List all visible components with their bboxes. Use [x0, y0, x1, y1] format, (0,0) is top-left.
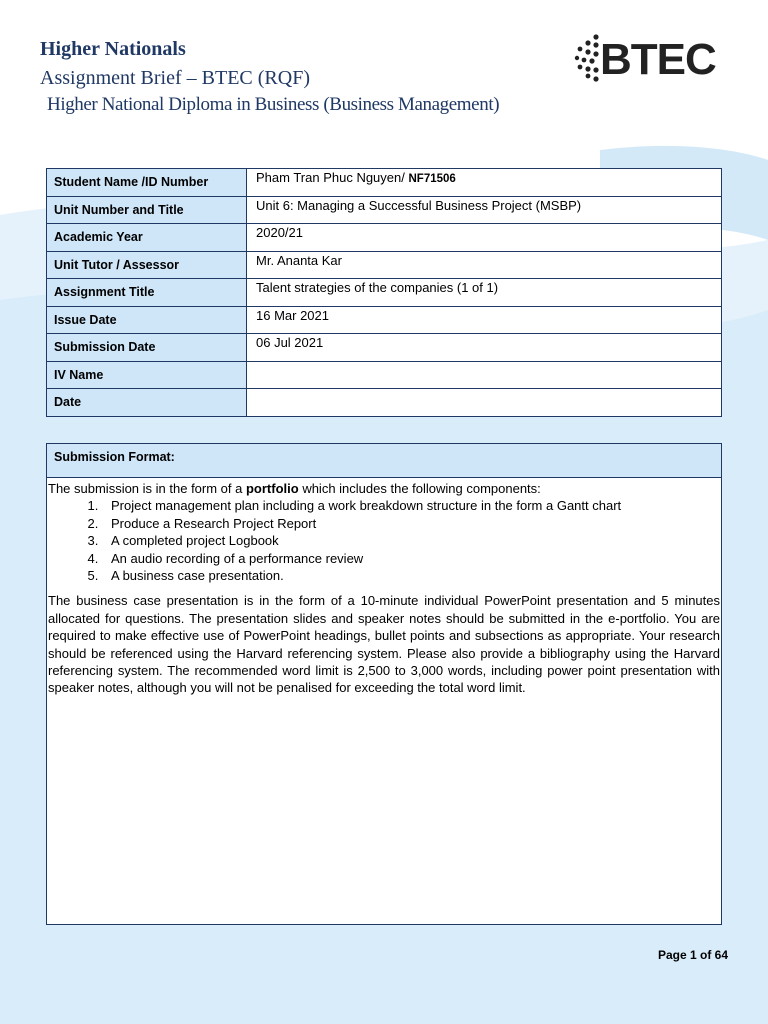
portfolio-emphasis: portfolio: [245, 481, 299, 496]
header-subtitle: Assignment Brief – BTEC (RQF): [40, 67, 310, 89]
info-value: Talent strategies of the companies (1 of 1): [247, 279, 722, 307]
info-row: [47, 196, 722, 224]
header-diploma: Higher National Diploma in Business (Business Management): [47, 94, 500, 115]
info-value: 06 Jul 2021: [247, 334, 722, 362]
info-label: Date: [47, 389, 247, 417]
submission-paragraph: The business case presentation is in the form of a 10-minute individual PowerPoint presentation and 5 minutes allocated for questions. The presentation slides and speaker notes should be submitted in the e-portfolio. You are required to make effective use of PowerPoint headings, bullet points and subsections as appropriate. Your research should be referenced using the Harvard referencing system. Please also provide a bibliography using the Harvard referencing system. The recommended word limit is 2,500 to 3,000 words, including power point presentation with speaker notes, although you will not be penalised for exceeding the total word limit.: [48, 593, 720, 696]
info-label: Issue Date: [47, 306, 247, 334]
info-row: [47, 306, 722, 334]
info-label: Academic Year: [47, 224, 247, 252]
submission-format-box: [46, 443, 722, 925]
info-label: Student Name /ID Number: [47, 169, 247, 197]
info-label: Assignment Title: [47, 279, 247, 307]
page-number: Page 1 of 64: [657, 948, 728, 962]
info-row: [47, 361, 722, 389]
info-row: [47, 169, 722, 197]
header-title: Higher Nationals: [40, 38, 186, 60]
info-value: Pham Tran Phuc Nguyen/ NF71506: [247, 169, 722, 197]
component-item: 3. A completed project Logbook: [102, 532, 720, 549]
component-item: 4. An audio recording of a performance review: [102, 550, 720, 567]
info-value: 16 Mar 2021: [247, 306, 722, 334]
info-value: 2020/21: [247, 224, 722, 252]
info-label: Submission Date: [47, 334, 247, 362]
info-value: Mr. Ananta Kar: [247, 251, 722, 279]
btec-logo: BTEC: [600, 35, 716, 84]
info-row: [47, 224, 722, 252]
component-item: 5. A business case presentation.: [102, 567, 720, 584]
submission-format-body: [47, 478, 721, 697]
info-value: [247, 389, 722, 417]
info-value: [247, 361, 722, 389]
component-item: 2. Produce a Research Project Report: [102, 515, 720, 532]
student-id: NF71506: [408, 173, 456, 185]
info-row: [47, 334, 722, 362]
info-row: [47, 251, 722, 279]
info-row: [47, 279, 722, 307]
assignment-info-table: [46, 168, 722, 417]
component-item: 1. Project management plan including a work breakdown structure in the form a Gantt chart: [102, 497, 720, 514]
info-label: IV Name: [47, 361, 247, 389]
components-list: [48, 497, 720, 584]
info-value: Unit 6: Managing a Successful Business Project (MSBP): [247, 196, 722, 224]
info-label: Unit Number and Title: [47, 196, 247, 224]
info-row: [47, 389, 722, 417]
info-label: Unit Tutor / Assessor: [47, 251, 247, 279]
submission-format-heading: Submission Format:: [47, 444, 721, 478]
submission-intro: The submission is in the form of a portfolio which includes the following components:: [48, 481, 541, 496]
